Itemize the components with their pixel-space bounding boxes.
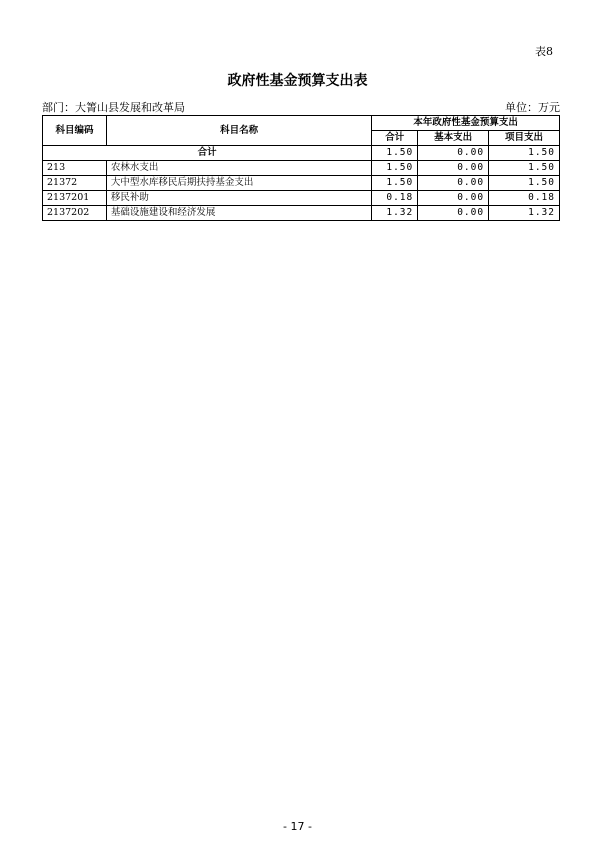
unit-label: 单位：万元 — [505, 101, 560, 114]
row-code: 213 — [43, 161, 107, 176]
header-name: 科目名称 — [106, 116, 371, 146]
table-row — [43, 206, 560, 221]
row-name: 移民补助 — [106, 191, 371, 206]
row-name: 基础设施建设和经济发展 — [106, 206, 371, 221]
total-basic: 0.00 — [418, 146, 489, 161]
header-row-1 — [43, 116, 560, 131]
table-row — [43, 161, 560, 176]
total-row — [43, 146, 560, 161]
page-number: - 17 - — [283, 820, 312, 833]
row-project: 1.32 — [489, 206, 560, 221]
budget-table — [42, 115, 560, 221]
row-basic: 0.00 — [418, 176, 489, 191]
total-amount: 1.50 — [372, 146, 418, 161]
row-project: 0.18 — [489, 191, 560, 206]
row-total: 0.18 — [372, 191, 418, 206]
row-basic: 0.00 — [418, 161, 489, 176]
row-code: 21372 — [43, 176, 107, 191]
row-project: 1.50 — [489, 161, 560, 176]
header-total: 合计 — [372, 131, 418, 146]
row-code: 2137201 — [43, 191, 107, 206]
page-title: 政府性基金预算支出表 — [227, 73, 368, 89]
row-total: 1.50 — [372, 161, 418, 176]
row-total: 1.32 — [372, 206, 418, 221]
table-row — [43, 176, 560, 191]
table-row — [43, 191, 560, 206]
row-project: 1.50 — [489, 176, 560, 191]
total-project: 1.50 — [489, 146, 560, 161]
header-basic: 基本支出 — [418, 131, 489, 146]
header-group: 本年政府性基金预算支出 — [372, 116, 560, 131]
row-basic: 0.00 — [418, 206, 489, 221]
row-name: 大中型水库移民后期扶持基金支出 — [106, 176, 371, 191]
row-name: 农林水支出 — [106, 161, 371, 176]
department-label: 部门：大箐山县发展和改革局 — [42, 101, 185, 114]
row-code: 2137202 — [43, 206, 107, 221]
header-code: 科目编码 — [43, 116, 107, 146]
row-total: 1.50 — [372, 176, 418, 191]
table-number: 表8 — [535, 45, 553, 58]
row-basic: 0.00 — [418, 191, 489, 206]
header-project: 项目支出 — [489, 131, 560, 146]
total-label: 合计 — [43, 146, 372, 161]
